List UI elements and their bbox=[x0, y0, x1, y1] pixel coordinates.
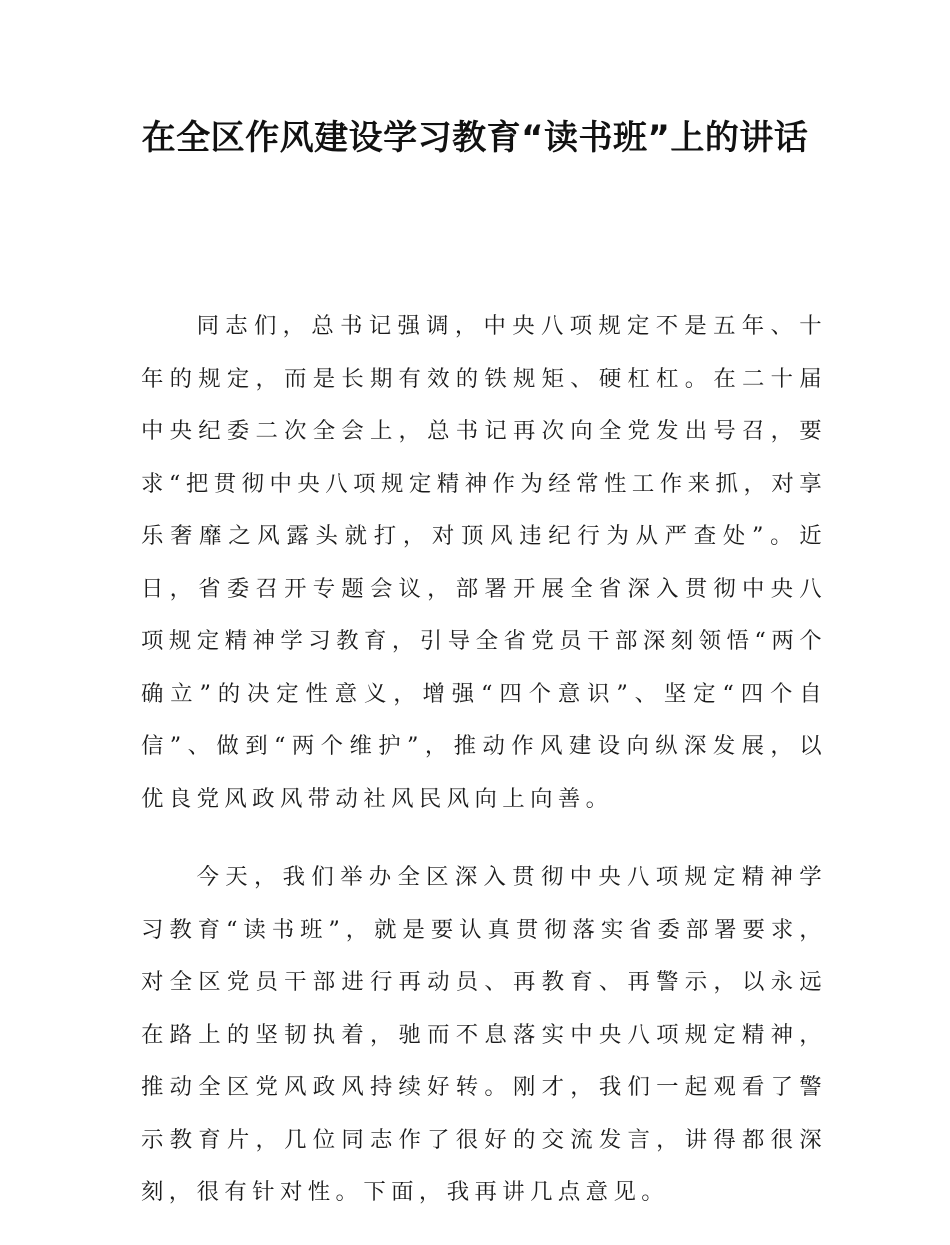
document-body bbox=[141, 300, 827, 1245]
body-paragraph: 同志们，总书记强调，中央八项规定不是五年、十年的规定，而是长期有效的铁规矩、硬杠杠。在二十届中央纪委二次全会上，总书记再次向全党发出号召，要求“把贯彻中央八项规定精神作为经常性工作来抓，对享乐奢靡之风露头就打，对顶风违纪行为从严查处”。近日，省委召开专题会议，部署开展全省深入贯彻中央八项规定精神学习教育，引导全省党员干部深刻领悟“两个确立”的决定性意义，增强“四个意识”、坚定“四个自信”、做到“两个维护”，推动作风建设向纵深发展，以优良党风政风带动社风民风向上向善。 bbox=[141, 313, 827, 812]
document-title: 在全区作风建设学习教育“读书班”上的讲话 bbox=[141, 118, 809, 158]
body-paragraph: 今天，我们举办全区深入贯彻中央八项规定精神学习教育“读书班”，就是要认真贯彻落实省委部署要求，对全区党员干部进行再动员、再教育、再警示，以永远在路上的坚韧执着，驰而不息落实中央八项规定精神，推动全区党风政风持续好转。刚才，我们一起观看了警示教育片，几位同志作了很好的交流发言，讲得都很深刻，很有针对性。下面，我再讲几点意见。 bbox=[141, 864, 827, 1205]
